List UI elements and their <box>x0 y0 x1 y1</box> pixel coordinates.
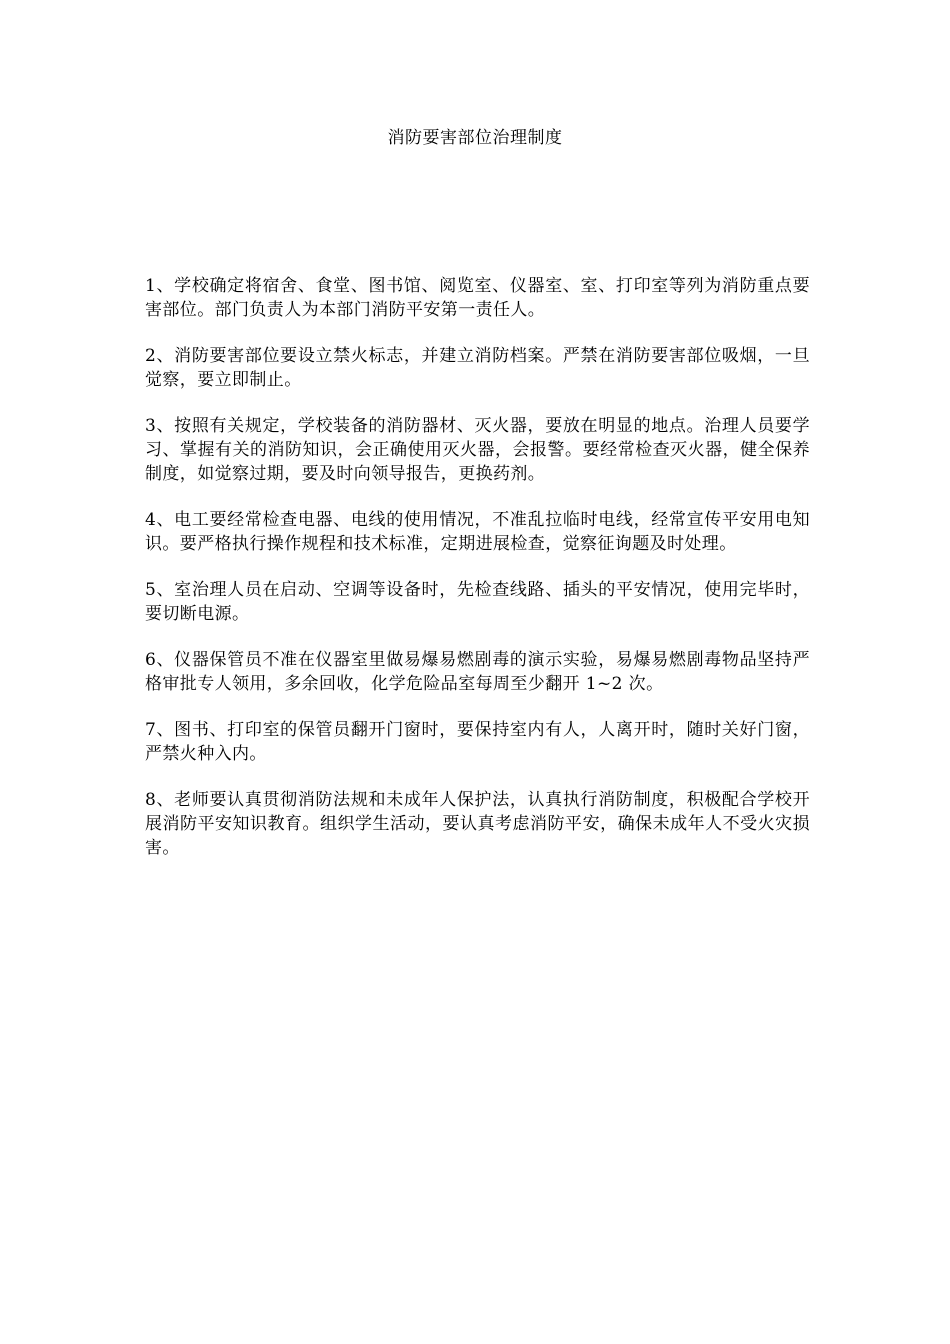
paragraph-4: 4、电工要经常检查电器、电线的使用情况，不准乱拉临时电线，经常宣传平安用电知识。要严格执行操作规程和技术标准，定期进展检查，觉察征询题及时处理。 <box>145 510 810 554</box>
paragraph-5: 5、室治理人员在启动、空调等设备时，先检查线路、插头的平安情况，使用完毕时，要切断电源。 <box>145 580 810 624</box>
paragraph-8: 8、老师要认真贯彻消防法规和未成年人保护法，认真执行消防制度，积极配合学校开展消防平安知识教育。组织学生活动，要认真考虑消防平安，确保未成年人不受火灾损害。 <box>145 790 810 858</box>
paragraph-1: 1、学校确定将宿舍、食堂、图书馆、阅览室、仪器室、室、打印室等列为消防重点要害部位。部门负责人为本部门消防平安第一责任人。 <box>145 276 810 320</box>
paragraph-2: 2、消防要害部位要设立禁火标志，并建立消防档案。严禁在消防要害部位吸烟，一旦觉察，要立即制止。 <box>145 346 810 390</box>
document-title: 消防要害部位治理制度 <box>387 128 563 148</box>
paragraph-3: 3、按照有关规定，学校装备的消防器材、灭火器，要放在明显的地点。治理人员要学习、掌握有关的消防知识，会正确使用灭火器，会报警。要经常检查灭火器，健全保养制度，如觉察过期，要及时向领导报告，更换药剂。 <box>145 416 810 484</box>
document-body <box>145 274 810 882</box>
paragraph-6: 6、仪器保管员不准在仪器室里做易爆易燃剧毒的演示实验，易爆易燃剧毒物品坚持严格审批专人领用，多余回收，化学危险品室每周至少翻开 1~2 次。 <box>145 650 810 694</box>
paragraph-7: 7、图书、打印室的保管员翻开门窗时，要保持室内有人，人离开时，随时关好门窗，严禁火种入内。 <box>145 720 810 764</box>
